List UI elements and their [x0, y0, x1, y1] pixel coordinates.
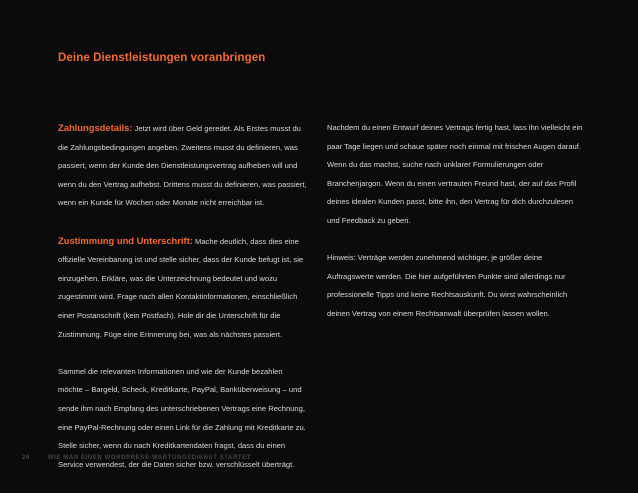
- legal-note-paragraph: Hinweis: Verträge werden zunehmend wichtiger, je größer deine Auftragswerte werden. Die hier aufgeführten Punkte sind allerdings nur professionelle Tipps und keine Rechtsauskunft. Du wirst wahrscheinlich deinen Vertrag von einem Rechtsanwalt überprüfen lassen wollen.: [327, 253, 568, 318]
- page-footer: [22, 455, 251, 461]
- right-column: [327, 119, 587, 342]
- page-number: 26: [22, 455, 30, 461]
- review-draft-paragraph: Nachdem du einen Entwurf deines Vertrags fertig hast, lass ihn vielleicht ein paar Tage liegen und schaue später noch einmal mit frischen Augen darauf. Wenn du das machst, suche nach unklarer Formulierungen oder Branchenjargon. Wenn du einen vertrauten Freund hast, der auf das Profil deines idealen Kunden passt, bitte ihn, den Vertrag für dich durchzulesen und Feedback zu geben.: [327, 123, 583, 225]
- payment-details-text: Jetzt wird über Geld geredet. Als Erstes musst du die Zahlungsbedingungen angeben. Zweitens musst du definieren, was passiert, wenn der Kunde den Dienstleistungsvertrag aufheben will und wenn du den Vertrag aufhebst. Drittens musst du definieren, was passiert, wenn ein Kunde für Wochen oder Monate nicht erreichbar ist.: [58, 124, 307, 208]
- consent-text: Mache deutlich, dass dies eine offizielle Vereinbarung ist und stelle sicher, dass der Kunde befugt ist, sie einzugehen. Erkläre, was die Unterzeichnung bedeutet und wozu zugestimmt wird. Frage nach allen Kontaktinformationen, einschließlich einer Postanschrift (kein Postfach). Hole dir die Unterschrift für die Zustimmung. Füge eine Erinnerung bei, was als nächstes passiert.: [58, 236, 304, 339]
- payment-details-heading: Zahlungsdetails:: [58, 122, 133, 133]
- footer-title: WIE MAN EINEN WORDPRESS-WARTUNGSDIENST STARTET: [47, 455, 252, 461]
- left-column: [58, 119, 308, 493]
- page-title: Deine Dienstleistungen voranbringen: [58, 52, 266, 64]
- payment-details-paragraph: [58, 119, 308, 213]
- payment-collection-paragraph: Sammel die relevanten Informationen und wie der Kunde bezahlen möchte – Bargeld, Scheck, Kreditkarte, PayPal, Banküberweisung – und sende ihm nach Empfang des unterschriebenen Vertrags eine Rechnung, eine PayPal-Rechnung oder einen Link für die Zahlung mit Kreditkarte zu. Stelle sicher, wenn du nach Kreditkartendaten fragst, dass du einen Service verwendest, der die Daten sicher bzw. verschlüsselt überträgt.: [58, 366, 306, 469]
- consent-heading: Zustimmung und Unterschrift:: [58, 234, 193, 246]
- consent-paragraph: [58, 232, 308, 345]
